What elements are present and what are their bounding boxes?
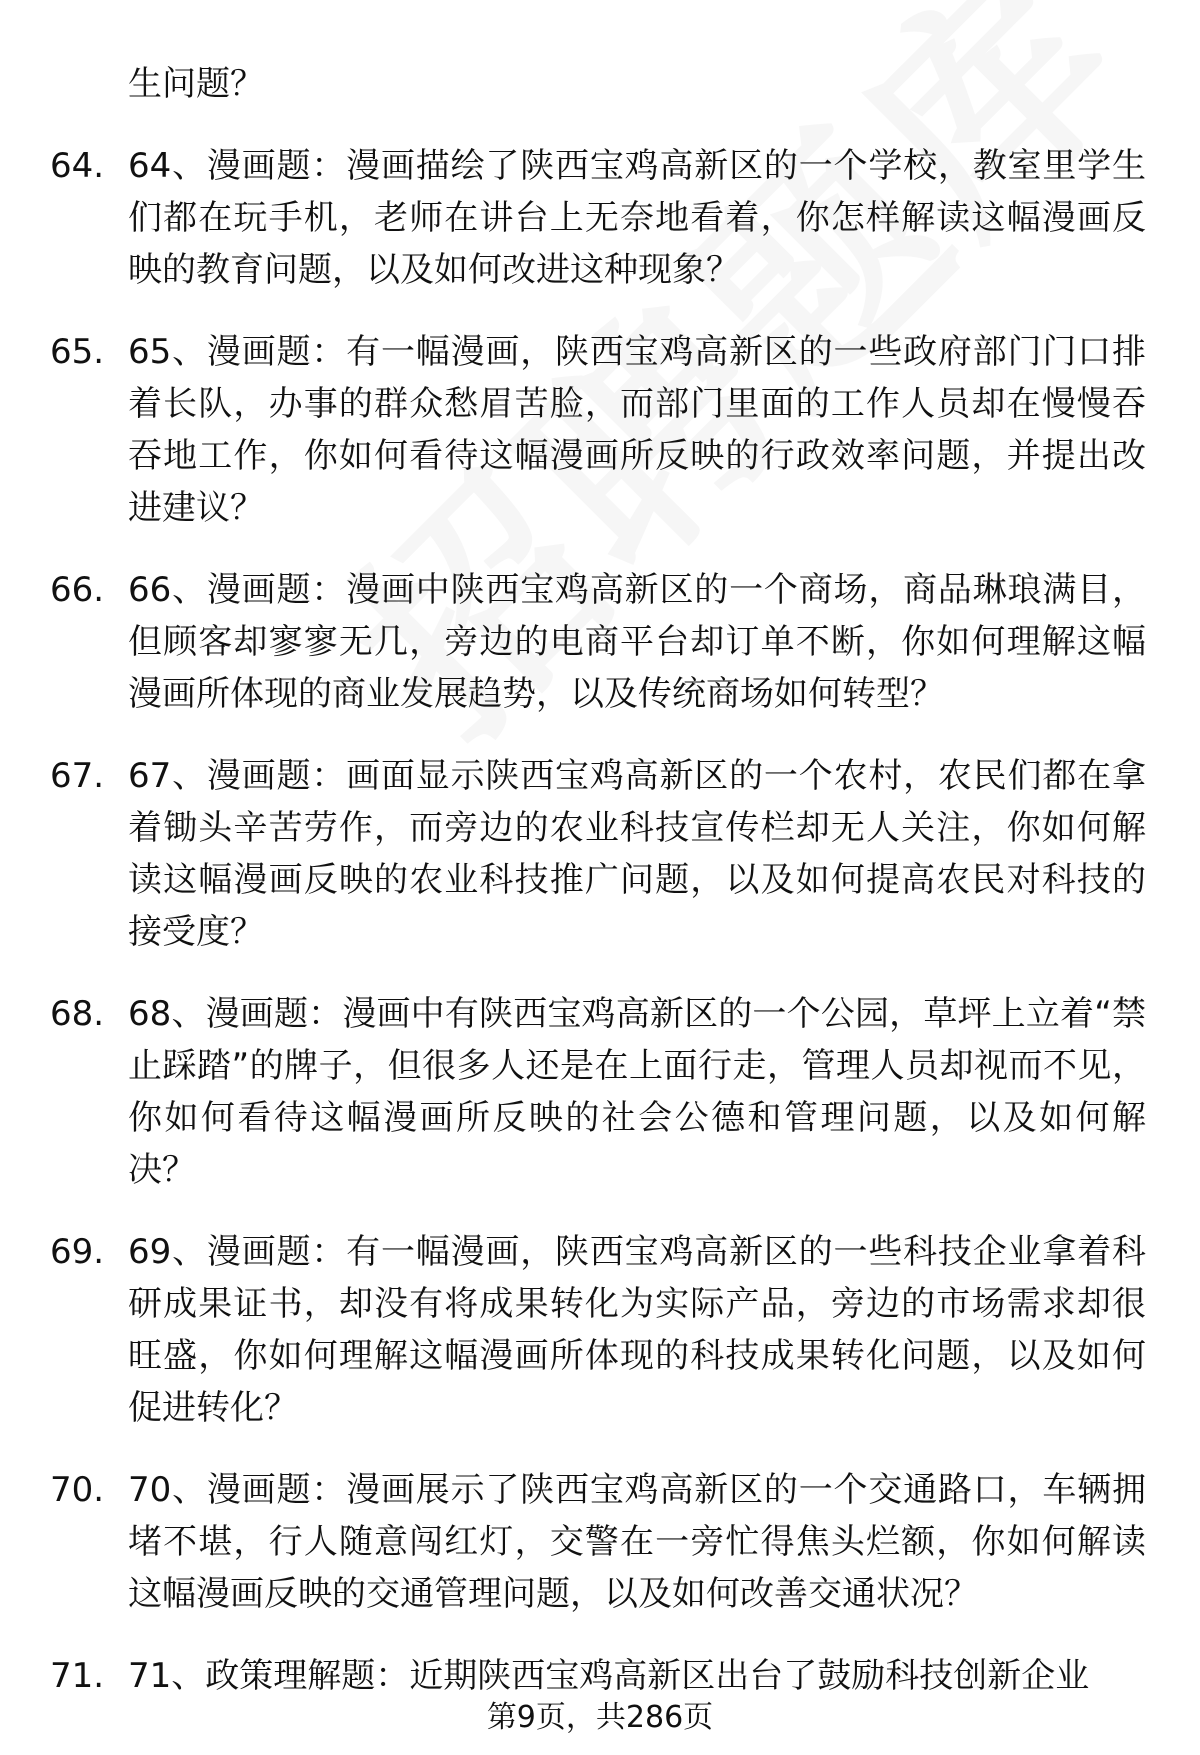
- list-item: [50, 1464, 1150, 1620]
- question-list: [50, 58, 1150, 1702]
- item-number: 68.: [50, 994, 105, 1034]
- list-item: [50, 750, 1150, 958]
- item-text: 64、漫画题：漫画描绘了陕西宝鸡高新区的一个学校，教室里学生们都在玩手机，老师在讲台上无奈地看着，你怎样解读这幅漫画反映的教育问题，以及如何改进这种现象？: [128, 146, 1146, 290]
- item-number: 64.: [50, 146, 105, 186]
- item-number: 70.: [50, 1470, 105, 1510]
- item-text: 71、政策理解题：近期陕西宝鸡高新区出台了鼓励科技创新企业: [128, 1656, 1090, 1696]
- list-item: [50, 1650, 1150, 1702]
- item-text: 66、漫画题：漫画中陕西宝鸡高新区的一个商场，商品琳琅满目，但顾客却寥寥无几，旁边的电商平台却订单不断，你如何理解这幅漫画所体现的商业发展趋势，以及传统商场如何转型？: [128, 570, 1146, 714]
- item-text: 67、漫画题：画面显示陕西宝鸡高新区的一个农村，农民们都在拿着锄头辛苦劳作，而旁边的农业科技宣传栏却无人关注，你如何解读这幅漫画反映的农业科技推广问题，以及如何提高农民对科技的接受度？: [128, 756, 1146, 952]
- item-text: 70、漫画题：漫画展示了陕西宝鸡高新区的一个交通路口，车辆拥堵不堪，行人随意闯红灯，交警在一旁忙得焦头烂额，你如何解读这幅漫画反映的交通管理问题，以及如何改善交通状况？: [128, 1470, 1146, 1614]
- item-text: 68、漫画题：漫画中有陕西宝鸡高新区的一个公园，草坪上立着“禁止踩踏”的牌子，但很多人还是在上面行走，管理人员却视而不见，你如何看待这幅漫画所反映的社会公德和管理问题，以及如何解决？: [128, 994, 1146, 1190]
- item-number: 65.: [50, 332, 105, 372]
- page-footer: 第9页，共286页: [486, 1700, 714, 1735]
- list-item: [50, 326, 1150, 534]
- item-text: 69、漫画题：有一幅漫画，陕西宝鸡高新区的一些科技企业拿着科研成果证书，却没有将成果转化为实际产品，旁边的市场需求却很旺盛，你如何理解这幅漫画所体现的科技成果转化问题，以及如何促进转化？: [128, 1232, 1146, 1428]
- list-item: [50, 988, 1150, 1196]
- list-item: [50, 564, 1150, 720]
- item-text: 65、漫画题：有一幅漫画，陕西宝鸡高新区的一些政府部门门口排着长队，办事的群众愁眉苦脸，而部门里面的工作人员却在慢慢吞吞地工作，你如何看待这幅漫画所反映的行政效率问题，并提出改进建议？: [128, 332, 1146, 528]
- list-item: [50, 140, 1150, 296]
- item-number: 67.: [50, 756, 105, 796]
- item-number: 71.: [50, 1656, 105, 1696]
- list-item: [50, 1226, 1150, 1434]
- continuation-text: 生问题？: [128, 64, 264, 104]
- item-number: 66.: [50, 570, 105, 610]
- item-number: 69.: [50, 1232, 105, 1272]
